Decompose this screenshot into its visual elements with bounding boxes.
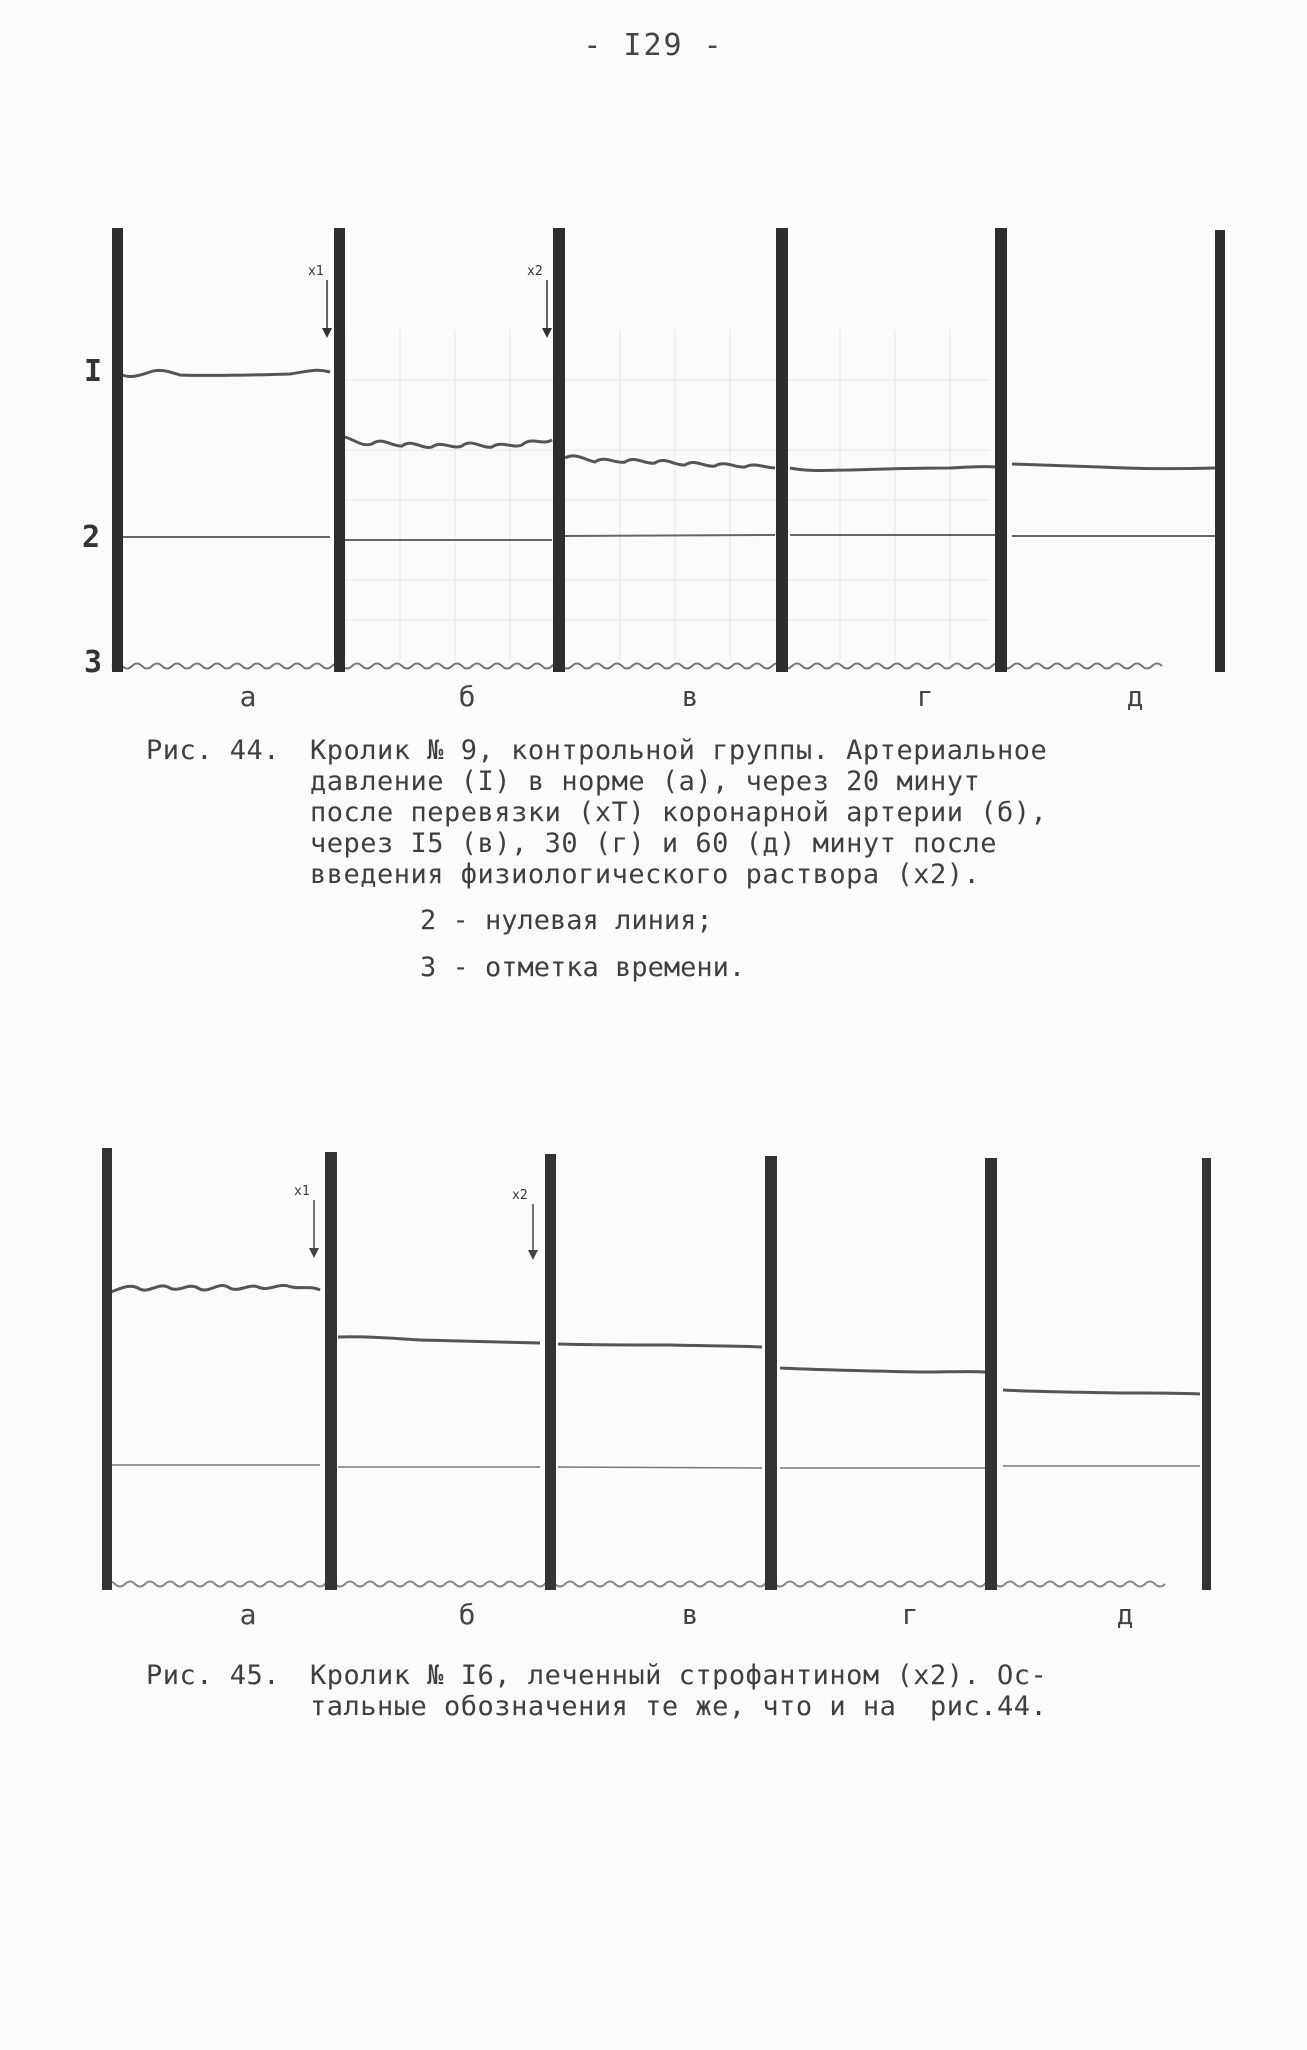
- divider-6: [1202, 1158, 1211, 1590]
- pressure-trace-e: [1012, 464, 1215, 469]
- axis-label-2: 2: [82, 520, 101, 555]
- figure-44-caption-line-4: через I5 (в), 30 (г) и 60 (д) минут после: [310, 828, 997, 859]
- panel-label-d: д: [1126, 680, 1144, 713]
- panel-label-b: б: [458, 680, 476, 713]
- marker-x2: [527, 264, 552, 338]
- pressure-trace-e: [1003, 1390, 1200, 1394]
- marker-x1-label: x1: [308, 264, 324, 279]
- pressure-trace-b: [338, 1337, 540, 1343]
- divider-3: [545, 1154, 556, 1590]
- divider-4: [776, 228, 788, 672]
- divider-2: [325, 1152, 337, 1590]
- zero-line: [108, 1465, 1200, 1468]
- marker-x1: [294, 1184, 319, 1258]
- figure-44-caption-prefix: Рис. 44.: [146, 735, 281, 766]
- grid-background: [345, 330, 990, 660]
- panel-label-g: г: [916, 680, 934, 713]
- figure-44-legend-line-2: 3 - отметка времени.: [420, 952, 746, 983]
- marker-x1: [308, 264, 332, 338]
- divider-6: [1215, 230, 1225, 672]
- divider-1: [102, 1148, 112, 1590]
- panel-label-b: б: [458, 1598, 476, 1631]
- divider-4: [765, 1156, 777, 1590]
- figure-44-caption-line-2: давление (I) в норме (а), через 20 минут: [310, 766, 981, 797]
- marker-x2-label: x2: [527, 264, 543, 279]
- pressure-trace-c: [558, 1344, 762, 1347]
- time-mark-line: [105, 1582, 1165, 1587]
- panel-label-v: в: [681, 1598, 699, 1631]
- figure-45-recording: [0, 1140, 1307, 1620]
- divider-5: [995, 228, 1007, 672]
- panel-label-a: а: [239, 680, 257, 713]
- figure-44-caption-line-3: после перевязки (xT) коронарной артерии (б),: [310, 797, 1048, 828]
- pressure-trace-c: [565, 456, 775, 468]
- figure-44-recording: [0, 0, 1307, 720]
- divider-3: [553, 228, 565, 672]
- divider-2: [334, 228, 345, 672]
- axis-label-1: I: [84, 354, 103, 389]
- divider-1: [112, 228, 123, 672]
- panel-label-g: г: [901, 1598, 919, 1631]
- panel-label-a: а: [239, 1598, 257, 1631]
- figure-44-caption-line-1: Кролик № 9, контрольной группы. Артериальное: [310, 735, 1048, 766]
- panel-label-d: д: [1116, 1598, 1134, 1631]
- figure-45-caption-line-2: тальные обозначения те же, что и на рис.44.: [310, 1691, 1048, 1722]
- zero-line: [118, 535, 1215, 540]
- marker-x2: [512, 1188, 538, 1260]
- pressure-trace-a: [118, 370, 330, 376]
- figure-44-legend-line-1: 2 - нулевая линия;: [420, 905, 713, 936]
- pressure-trace-d: [780, 1368, 985, 1372]
- figure-45: [0, 1140, 1307, 1780]
- pressure-trace-a: [108, 1285, 320, 1293]
- panel-label-v: в: [681, 680, 699, 713]
- pressure-trace-d: [790, 467, 995, 471]
- figure-44-caption-line-5: введения физиологического раствора (x2).: [310, 859, 981, 890]
- divider-5: [985, 1158, 997, 1590]
- figure-45-caption-line-1: Кролик № I6, леченный строфантином (x2). Ос-: [310, 1660, 1048, 1691]
- figure-45-caption-prefix: Рис. 45.: [146, 1660, 281, 1691]
- figure-44: [0, 0, 1307, 1000]
- axis-label-3: 3: [84, 645, 103, 680]
- marker-x1-label: x1: [294, 1184, 310, 1199]
- panel-dividers: [102, 1148, 1211, 1590]
- marker-x2-label: x2: [512, 1188, 528, 1203]
- page-number: - I29 -: [583, 28, 724, 63]
- pressure-trace-b: [345, 437, 552, 447]
